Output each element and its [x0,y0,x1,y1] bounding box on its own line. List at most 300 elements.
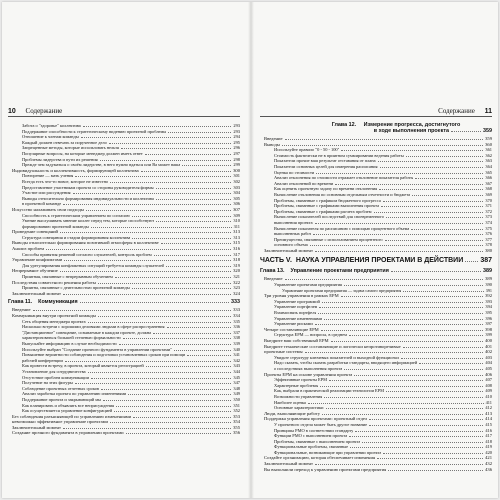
toc-entry-title: Оценка по стоимости [274,169,315,175]
leader-dots [100,159,232,161]
toc-entry-title: Управление конфликтами [12,257,63,263]
leader-dots [126,432,232,434]
toc-entry-title: Проблемы, связанные с графиками расчета проблем [274,208,372,214]
toc-entry-title: Анализ отклонений по времени [274,180,334,186]
toc-entry [260,467,492,473]
toc-entry-page: 315 [233,240,240,246]
toc-entry-title: Как, выбрали в практической реализации технологии EPM [274,388,385,394]
toc-entry-title: Три уровня управления в рамках EPM [264,293,339,299]
toc-entry-page: 305 [233,195,240,201]
leader-dots [123,337,232,339]
toc-entry-title: Принципы PMO в соответствии стандарту [274,427,354,433]
toc-entry-title: Структура EPM — вопросы, в среднем [274,332,347,338]
toc-entry-title: Функции PMO с выполнением проекта [274,433,348,439]
leader-dots [326,407,484,409]
leader-dots [63,293,231,295]
toc-section [260,136,492,253]
leader-dots [341,295,483,297]
toc-entry-title: Управление изменениями [274,315,323,321]
toc-entry-title: Последствия совместного решения работы [12,279,96,285]
toc-entry-title: У проектного отдела может быть другое название [274,421,368,427]
leader-dots [133,416,231,418]
toc-entry-title: Вы выполнили переход к управлению проектами предприятия [264,466,387,472]
leader-dots [153,332,231,334]
leader-dots [154,254,232,256]
toc-entry-page: 432 [485,461,492,467]
leader-dots [103,399,231,401]
toc-entry-page: 413 [485,410,492,416]
toc-section [8,307,240,436]
leader-dots [110,181,231,183]
leader-dots [115,276,232,278]
toc-entry-page: 374 [485,219,492,225]
toc-entry-title: Как планировать и объявлять все неприсуждения [22,402,115,408]
leader-dots [101,388,231,390]
leader-dots [324,396,483,398]
toc-entry-page: 405 [485,365,492,371]
toc-entry-title: Заключительный момент [264,247,314,253]
leader-dots [182,164,231,166]
leader-dots [80,299,229,303]
toc-entry-page: 420 [485,449,492,455]
toc-entry-title: Повторение — мать учения [22,173,74,179]
toc-entry-page: 393 [485,298,492,304]
leader-dots [329,379,483,381]
leader-dots [381,205,483,207]
part-page: 387 [480,257,492,265]
toc-entry-title: "Дистанционное" совещание, созываемые в каждом проекте, должна [22,329,152,335]
leader-dots [406,155,484,157]
toc-entry-page: 317 [233,251,240,257]
toc-entry-page: 367 [485,180,492,186]
leader-dots [374,211,484,213]
leader-dots [324,318,483,320]
leader-dots [322,301,484,303]
running-title: Содержание [438,107,475,115]
toc-entry-page: 351 [233,402,240,408]
toc-entry-title: Поддержание способности к стратегическому видению проектной проблемы [22,128,167,134]
toc-entry-page: 399 [485,332,492,338]
toc-entry-page: 375 [485,225,492,231]
toc-entry-title: Участие или рассуждения [22,190,71,196]
leader-dots [379,188,483,190]
toc-entry-title: Четыре составляющие EPM [264,326,319,332]
toc-section [8,123,240,296]
chapter-page: 359 [483,128,492,134]
leader-dots [305,351,483,353]
leader-dots [419,362,483,364]
toc-entry-title: Введение [264,276,283,282]
toc-entry-title: Используйте правило "0 - 50 - 100" [274,147,340,153]
toc-entry-page: 361 [485,147,492,153]
toc-entry-page: 401 [485,343,492,349]
toc-entry-page: 366 [485,175,492,181]
toc-entry [8,291,240,297]
toc-entry-page: 418 [485,438,492,444]
leader-dots [75,382,232,384]
toc-entry-title: Забота о "здоровье" коллектива [22,123,81,128]
leader-dots [316,172,483,174]
toc-entry-page: 349 [233,391,240,397]
leader-dots [64,259,231,261]
toc-entry-title: Управление проектами предприятия — задача самого предприятия [282,287,402,293]
toc-entry-title: Индивидуальность и коллективность, формирующей коллектива [12,167,139,173]
toc-entry-page: 319 [233,262,240,268]
leader-dots [315,250,483,252]
leader-dots [369,424,483,426]
part-title: НАУКА УПРАВЛЕНИЯ ПРОЕКТАМИ В ДЕЙСТВИИ [295,257,464,265]
toc-entry-title: Внедрите технические составляющие и логически непротиворечивые [264,343,401,349]
toc-entry-page: 298 [233,156,240,162]
toc-entry-title: Получение на этих фигуры [22,380,73,386]
toc-section [260,276,492,472]
toc-entry-page: 359 [485,136,492,141]
leader-dots [282,144,483,146]
toc-entry-page: 318 [233,257,240,263]
leader-dots [465,257,478,262]
toc-entry-page: 368 [485,186,492,192]
toc-entry-title: Надо сказать, чтобы сказать разработки стандарты, вводящего информацией [274,360,418,366]
toc-entry-page: 419 [485,444,492,450]
toc-entry-page: 306 [233,201,240,207]
leader-dots [388,469,483,471]
toc-entry-page: 403 [485,354,492,360]
toc-entry-page: 321 [233,274,240,280]
leader-dots [411,228,483,230]
toc-entry-page: 310 [233,218,240,224]
toc-entry-page: 380 [485,247,492,253]
toc-entry-page: 402 [485,349,492,355]
toc-entry-title: Преимущества, связанные с использованием процентного [274,236,383,242]
chapter-page: 389 [483,268,492,275]
toc-entry-title: Вычисление показателя по расписанию с помощью процентного объема [274,225,410,231]
toc-entry-page: 311 [233,223,240,229]
toc-entry-title: Способность к стратегическим управлением по согласию [22,212,130,218]
toc-entry-title: Для урегулирования конфликтных ситуаций требуется команды слушателей [22,262,165,268]
leader-dots [344,284,483,286]
toc-entry-page: 390 [485,282,492,288]
toc-entry-page: 378 [485,242,492,248]
leader-dots [385,239,484,241]
toc-entry-title: Поддержание проекта и закрывающий мы [22,396,101,402]
leader-dots [168,131,231,133]
toc-entry-page: 296 [233,145,240,151]
toc-entry-page: 323 [233,285,240,291]
leader-dots [156,198,232,200]
leader-dots [114,410,231,412]
part-heading [260,257,492,265]
toc-entry-page: 397 [485,321,492,327]
toc-entry-title: Взаимосвязь портфеля [274,310,317,316]
toc-entry-page: 354 [233,419,240,425]
leader-dots [63,203,231,205]
toc-entry-page: 412 [485,405,492,411]
leader-dots [116,405,231,407]
toc-entry-page: 362 [485,152,492,158]
chapter-label: Глава 13. [260,268,285,275]
toc-entry-title: выполненных работ [274,231,312,237]
toc-entry-page: 307 [233,206,240,212]
leader-dots [355,430,483,432]
toc-entry-title: Проблемы лидерства и пути их решения [22,156,98,162]
right-page [254,2,498,498]
toc-entry-page: 316 [233,246,240,252]
leader-dots [383,200,484,202]
leader-dots [187,354,231,356]
leader-dots [315,222,484,224]
leader-dots [65,360,232,362]
toc-entry-page: 371 [485,203,492,209]
leader-dots [132,237,231,239]
toc-entry-page: 341 [233,352,240,358]
leader-dots [91,226,232,228]
toc-entry-page: 360 [485,141,492,147]
toc-entry-title: Создание прочного фундамента в управлении проектами [12,430,124,436]
toc-entry [260,248,492,254]
leader-dots [161,242,231,244]
toc-entry-title: Увидьте структуру ключевых показателей и выходной функционал [274,354,400,360]
leader-dots [313,233,483,235]
leader-dots [110,421,231,423]
toc-entry-page: 336 [233,324,240,330]
leader-dots [451,128,481,132]
leader-dots [380,166,484,168]
leader-dots [308,402,484,404]
leader-dots [349,334,484,336]
toc-entry-title: рабочей конференции [22,357,63,363]
toc-entry-page: 304 [233,190,240,196]
toc-entry-title: Выводы [264,141,280,147]
toc-entry-title: Установление для сотрудничества [22,368,86,374]
chapter-page: 333 [231,299,240,306]
toc-entry-title: Как осуществляется управление конфигурацией [22,408,113,414]
toc-entry-title: Заключительный момент [12,290,62,296]
leader-dots [362,441,483,443]
toc-entry-title: Проекты EPM на основе управления проекта [264,371,353,377]
toc-entry-page: 395 [485,310,492,316]
toc-entry-title: Прежде чем задуматься о своём лидерстве, в него нужно вдаться или Ва может ваша [22,162,181,168]
toc-entry-title: Предоставление участникам проекта со стороны руководителя фирмы [22,184,154,190]
leader-dots [369,418,483,420]
toc-entry-page: 400 [485,338,492,343]
right-page-header [260,106,492,117]
toc-entry-title: Управление рисками [274,321,313,327]
toc-entry-page: 348 [233,385,240,391]
toc-entry-page: 297 [233,150,240,156]
leader-dots [98,282,231,284]
toc-entry-title: о последствиях выполнения проекта [274,365,343,371]
chapter-label: Глава 11. [8,299,33,306]
toc-entry-page: 342 [233,357,240,363]
toc-entry-title: Управление программой [274,298,320,304]
toc-entry-title: основного объема [274,242,308,248]
toc-entry-title: Показатели основных целей для измерения расписания [274,163,378,169]
toc-entry-title: Сеть общения менеджера проекта [22,318,86,324]
toc-entry-title: Создайте организацию, которая обеспечивает изменения [264,455,376,461]
page-number: 10 [8,108,16,115]
toc-entry-title: Стоимость фактически не в приятном суммировании ведения работы [274,152,404,158]
toc-entry-page: 344 [233,368,240,374]
leader-dots [60,270,231,272]
leader-dots [322,413,483,415]
toc-entry-page: 293 [233,123,240,128]
toc-entry-title: Как провести встречу, в проекта, который является регистрацией [22,363,144,369]
leader-dots [378,160,484,162]
toc-entry-title: Без соблюдения разъясняющей по управлению изменениями [12,413,132,419]
toc-entry-title: Управление портфелем [274,304,318,310]
toc-entry-page: 372 [485,208,492,214]
toc-entry [8,430,240,436]
leader-dots [145,153,232,155]
leader-dots [285,138,484,140]
leader-dots [98,315,231,317]
toc-entry-title: Функциональные, возникающие при управлении проекта [274,449,382,455]
toc-entry-page: 301 [233,173,240,179]
toc-entry-page: 391 [485,287,492,293]
toc-entry-title: Структура совещания и стадии формирования коллектива [22,234,131,240]
leader-dots [331,340,484,342]
leader-dots [166,265,231,267]
toc-entry-page: 356 [233,430,240,436]
leader-dots [174,349,231,351]
leader-dots [156,187,232,189]
toc-entry-title: Внедрите ваш собственный EPM [264,338,329,343]
leader-dots [383,452,483,454]
toc-entry-page: 394 [485,304,492,310]
toc-entry-title: Вычисление отклонения по основным отдельным отчетности и бюджета [274,191,411,197]
leader-dots [315,463,483,465]
toc-entry-page: 300 [233,167,240,173]
toc-entry-title: Основные характеристики [274,405,324,411]
left-toc [8,123,240,436]
leader-dots [310,244,484,246]
toc-entry-page: 303 [233,184,240,190]
toc-entry-page: 411 [485,399,492,405]
toc-entry-title: Отношение к членам команды [22,134,79,140]
toc-entry-page: 337 [233,329,240,335]
toc-entry-title: Проблемы, связанные с графиками выполнения проекта [274,203,380,209]
toc-entry-title: Насколько встречи с хорошими деловыми людьми в сфере распространения [22,324,165,330]
toc-entry-title: Искусство налаживать свои подходы [12,206,85,212]
leader-dots [75,175,231,177]
toc-entry-title: Анализ отклонения по стоимости отражает отклонение показателя работы [274,175,414,181]
leader-dots [315,323,484,325]
toc-entry-page: 353 [233,413,240,419]
toc-entry-page: 365 [485,169,492,175]
toc-entry-title: формированию проектной команды [22,223,89,229]
toc-entry-title: характеризоваться большей степенью формальности [22,335,121,341]
toc-entry-page: 338 [233,335,240,341]
leader-dots [146,365,232,367]
book-spread [2,2,498,498]
toc-entry-page: 352 [233,408,240,414]
leader-dots [121,147,231,149]
leader-dots [344,368,483,370]
toc-entry-title: Выводы относительно формирования позитивной атмосферы в коллективе [12,240,159,246]
leader-dots [156,220,231,222]
toc-entry-page: 339 [233,340,240,346]
toc-entry-title: Популярные вопросы, на которые менеджер должен иметь ответ [22,150,143,156]
toc-entry-title: Отсутствие проблем коммуникации [22,374,89,380]
leader-dots [128,393,231,395]
toc-entry-title: Как оценить проектную задачу по времени отклонения [274,186,378,192]
leader-dots [320,385,483,387]
left-page [2,2,248,498]
toc-entry-title: Способы принятия решений согласно слушателей, контроль проблем [22,251,152,257]
toc-entry-title: в проектной команде [22,201,62,207]
toc-entry-title: Умение выслушивать мнение коллег перед тем, которые способствуют [22,218,155,224]
chapter-title: в ходе выполнения проекта [373,128,449,134]
toc-entry-title: Каждый должен отвечать за порученное дело [22,139,107,145]
toc-entry-title: Поддержка управления проектами: проектный отдел [264,416,368,422]
leader-dots [81,136,232,138]
toc-entry-page: 408 [485,382,492,388]
toc-entry-title: Непрерывное обучение [12,268,58,274]
leader-dots [60,231,231,233]
toc-entry-title: Введение [264,136,283,141]
toc-entry-title: Запрещенные методы, которые использовать нельзя [22,145,119,151]
toc-entry-page: 396 [485,315,492,321]
leader-dots [167,326,232,328]
toc-entry-page: 340 [233,346,240,352]
toc-entry-page: 370 [485,197,492,203]
toc-entry-page: 410 [485,393,492,399]
toc-entry-title: Проведение совещаний [12,229,58,235]
toc-entry-title: Повышение вероятности соблюдения и подготовки установленных сроков при помощи [22,352,186,358]
chapter-title: Управление проектами предприятия [290,268,389,275]
toc-entry-title: Коммуникация внутри проектной команды [12,313,97,318]
leader-dots [91,377,231,379]
toc-entry-page: 299 [233,162,240,168]
toc-entry-title: Используйте выбран "Создание прочного фундамента в управлении проектами" [22,346,173,352]
toc-entry-page: 313 [233,234,240,240]
toc-entry-title: Люди, выполняющие работу [264,410,320,416]
leader-dots [412,194,483,196]
leader-dots [46,248,231,250]
leader-dots [109,142,232,144]
toc-entry-page: 389 [485,276,492,282]
toc-entry-page: 335 [233,318,240,324]
toc-entry-title: Анализ проблем [12,246,45,252]
toc-entry-page: 294 [233,134,240,140]
running-title: Содержание [25,107,63,115]
toc-entry-page: 409 [485,388,492,394]
toc-entry-page: 322 [233,279,240,285]
leader-dots [321,329,483,331]
toc-entry-title: Заключительный момент [264,461,314,467]
chapter-title: Измерение прогресса, достигнутого [363,122,461,128]
page-number: 11 [484,108,492,115]
leader-dots [415,177,483,179]
leader-dots [132,215,232,217]
leader-dots [119,343,232,345]
toc-entry-page: 373 [485,214,492,220]
leader-dots [386,216,483,218]
chapter-title: Коммуникация [38,299,78,306]
leader-dots [335,183,483,185]
leader-dots [86,209,231,211]
leader-dots [319,306,483,308]
leader-dots [63,427,231,429]
leader-dots [403,290,483,292]
toc-entry-page: 369 [485,191,492,197]
toc-entry-title: Показатели прочие ваш результат отставания от плана [274,158,376,164]
toc-entry-title: Функциональные проблемы, связанные [274,444,349,450]
leader-dots [285,278,484,280]
chapter-heading [260,122,492,134]
toc-entry-page: 376 [485,231,492,237]
toc-entry-page: 416 [485,427,492,433]
